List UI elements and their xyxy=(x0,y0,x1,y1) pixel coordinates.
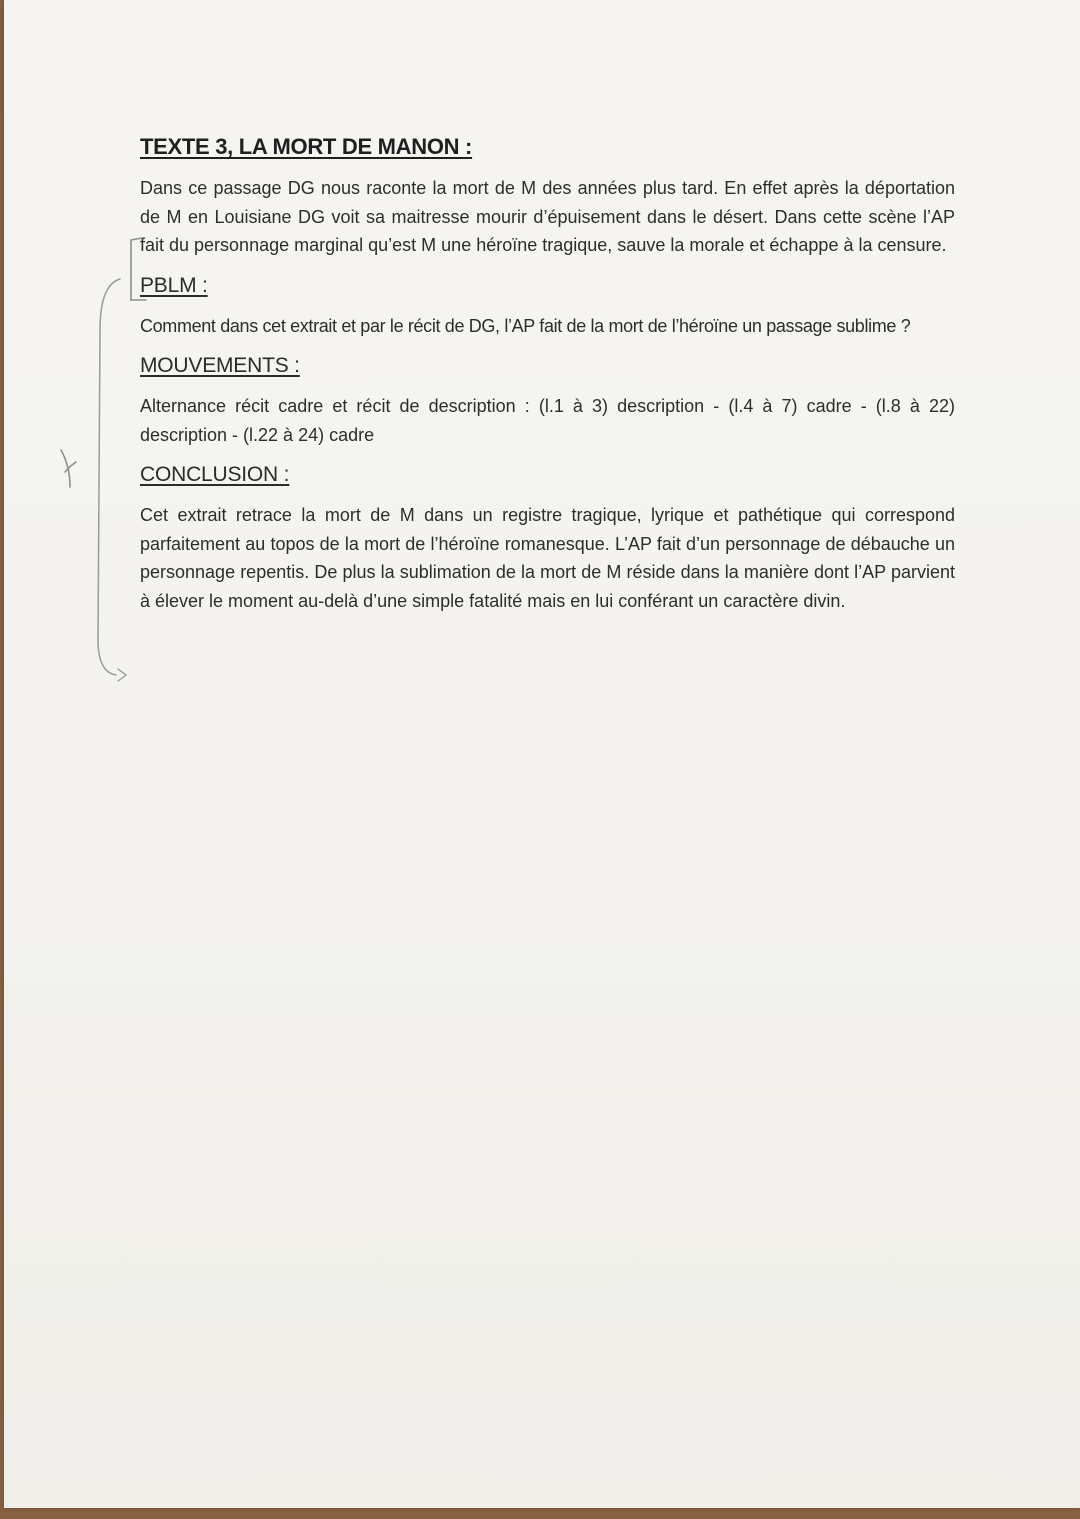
section-body-mouvements: Alternance récit cadre et récit de description : (l.1 à 3) description - (l.4 à 7) cadre - (l.8 à 22) description - (l.22 à 24) cadre xyxy=(140,396,955,445)
document-content xyxy=(137,134,955,629)
section-body-pblm: Comment dans cet extrait et par le récit de DG, l’AP fait de la mort de l’héroïne un passage sublime ? xyxy=(140,315,911,336)
section-body-conclusion: Cet extrait retrace la mort de M dans un registre tragique, lyrique et pathétique qui correspond parfaitement au topos de la mort de l’héroïne romanesque. L’AP fait d’un personnage de débauche un personnage repentis. De plus la sublimation de la mort de M réside dans la manière dont l’AP parvient à élever le moment au-delà d’une simple fatalité mais en lui conférant un caractère divin. xyxy=(140,505,955,611)
document-title: TEXTE 3, LA MORT DE MANON : xyxy=(140,134,473,159)
section-heading-pblm: PBLM : xyxy=(140,273,208,297)
paper-sheet xyxy=(4,0,1080,1508)
intro-paragraph: Dans ce passage DG nous raconte la mort de M des années plus tard. En effet après la déportation de M en Louisiane DG voit sa maitresse mourir d’épuisement dans le désert. Dans cette scène l’AP fait du personnage marginal qu’est M une héroïne tragique, sauve la morale et échappe à la censure. xyxy=(140,178,955,255)
section-heading-mouvements: MOUVEMENTS : xyxy=(140,354,300,377)
section-heading-conclusion: CONCLUSION : xyxy=(140,463,290,486)
